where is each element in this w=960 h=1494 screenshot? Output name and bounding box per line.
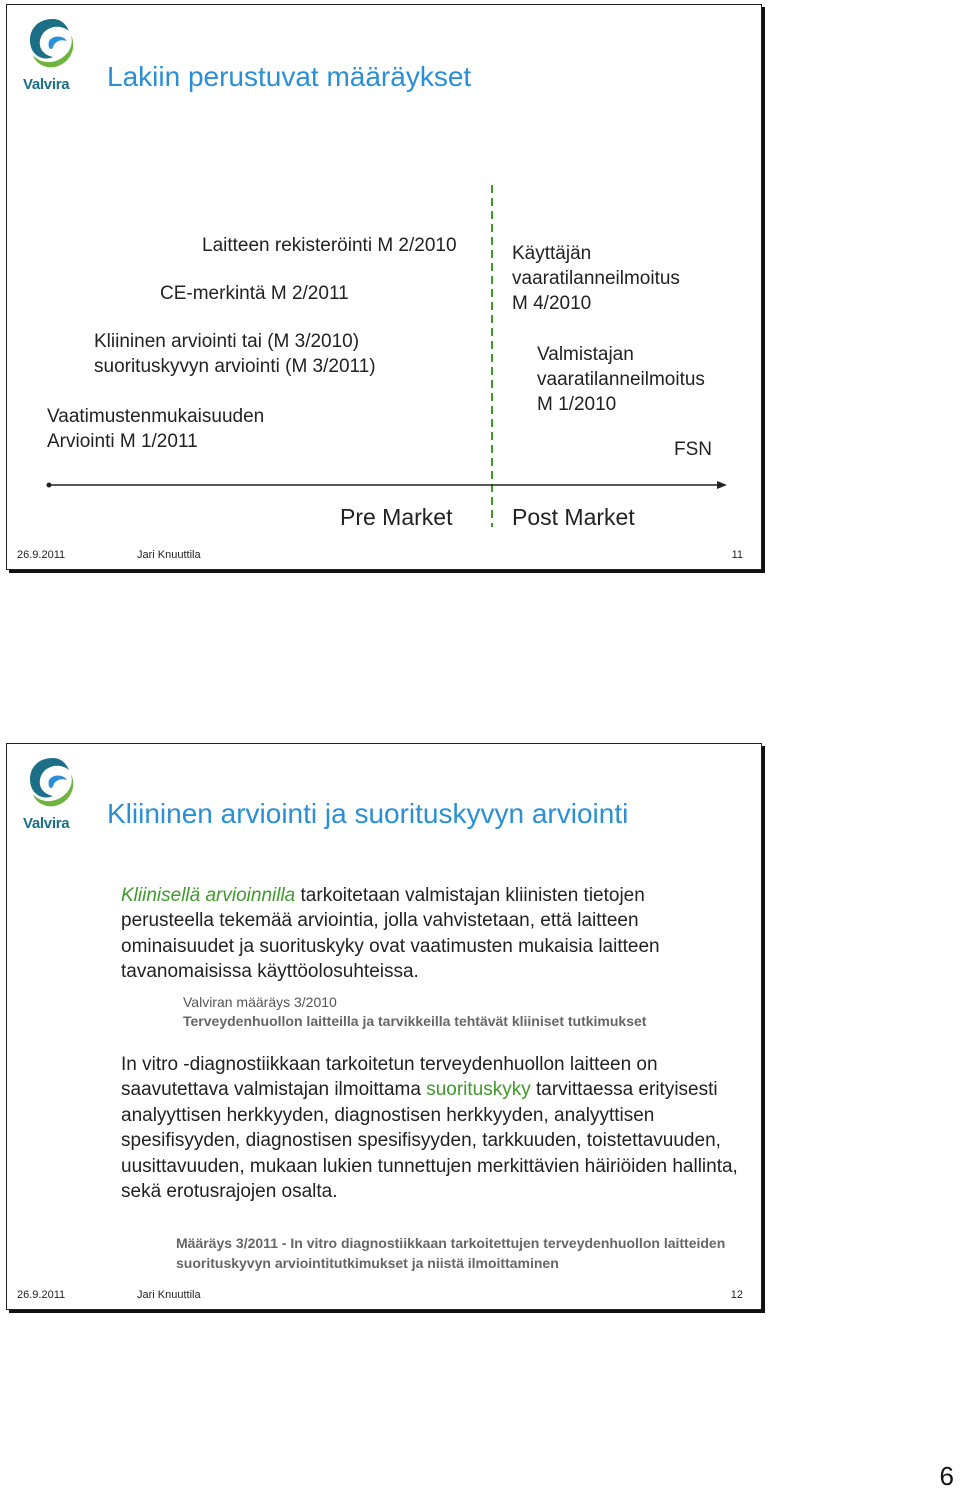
- logo-text: Valvira: [23, 815, 70, 832]
- manufacturer-report-line3: M 1/2010: [537, 394, 617, 415]
- clinical-item-line1: Kliininen arviointi tai (M 3/2010): [94, 331, 360, 352]
- page-number: 6: [939, 1461, 954, 1491]
- clinical-item-line2: suorituskyvyn arviointi (M 3/2011): [94, 356, 376, 377]
- timeline-start-dot: [47, 483, 52, 488]
- user-report-line3: M 4/2010: [512, 293, 592, 314]
- timeline-arrowhead: [717, 481, 727, 489]
- footer-date: 26.9.2011: [17, 1289, 66, 1301]
- manufacturer-report-line2: vaaratilanneilmoitus: [537, 369, 705, 390]
- ivd-paragraph: [121, 1052, 741, 1204]
- ivd-text-before: In vitro -diagnostiikkaan tarkoitetun terveydenhuollon laitteen on saavutettava valmistajan ilmoittama: [121, 1054, 658, 1101]
- slide-footer: [17, 1289, 751, 1303]
- slide-number: 11: [731, 549, 743, 561]
- clinical-definition-paragraph: [121, 883, 741, 985]
- pre-market-label: Pre Market: [340, 504, 453, 530]
- conformity-item-line2: Arviointi M 1/2011: [47, 431, 198, 452]
- manufacturer-report-line1: Valmistajan: [537, 344, 634, 365]
- slide-12: [6, 743, 762, 1310]
- user-report-line1: Käyttäjän: [512, 243, 592, 264]
- registration-item: Laitteen rekisteröinti M 2/2010: [202, 235, 457, 256]
- slide-footer: [17, 549, 751, 563]
- ivd-text-after: tarvittaessa erityisesti analyyttisen herkkyyden, diagnostisen herkkyyden, analyyttisen spesifisyyden, diagnostisen spesifisyyden, tarkkuuden, toistettavuuden, uusittavuuden, mukaan lukien tunnettujen merkittävien häiriöiden hallinta, sekä erotusrajojen osalta.: [121, 1079, 738, 1203]
- fsn-item: FSN: [674, 439, 712, 460]
- footer-date: 26.9.2011: [17, 549, 66, 561]
- slide-number: 12: [730, 1289, 743, 1301]
- ce-marking-item: CE-merkintä M 2/2011: [160, 283, 349, 304]
- reference-1-line1: Valviran määräys 3/2010: [183, 994, 337, 1010]
- clinical-definition-text: tarkoitetaan valmistajan kliinisten tietojen perusteella tekemää arviointia, jolla vahvistetaan, että laitteen ominaisuudet ja suorituskyky ovat vaatimusten mukaisia laitteen tavanomaisissa käyttöolosuhteissa.: [121, 885, 660, 983]
- reference-2-line1: Määräys 3/2011 - In vitro diagnostiikkaan tarkoitettujen terveydenhuollon laitteiden: [176, 1235, 726, 1251]
- valvira-swirl-icon: [23, 754, 83, 816]
- logo-text: Valvira: [23, 76, 70, 93]
- conformity-item-line1: Vaatimustenmukaisuuden: [47, 406, 265, 427]
- timeline-diagram: [7, 5, 763, 571]
- user-report-line2: vaaratilanneilmoitus: [512, 268, 680, 289]
- reference-1-line2: Terveydenhuollon laitteilla ja tarvikkeilla tehtävät kliiniset tutkimukset: [183, 1013, 647, 1029]
- reference-2-line2: suorituskyvyn arviointitutkimukset ja niistä ilmoittaminen: [176, 1255, 559, 1271]
- clinical-term-highlight: Kliinisellä arvioinnilla: [121, 885, 296, 906]
- slide-title: Lakiin perustuvat määräykset: [107, 61, 472, 92]
- performance-term-highlight: suorituskyky: [426, 1079, 531, 1101]
- slide-11: [6, 4, 762, 570]
- slide-title: Kliininen arviointi ja suorituskyvyn arviointi: [107, 798, 629, 829]
- valvira-logo: [23, 754, 83, 834]
- post-market-label: Post Market: [512, 504, 635, 530]
- footer-author: Jari Knuuttila: [137, 549, 201, 561]
- footer-author: Jari Knuuttila: [137, 1289, 201, 1301]
